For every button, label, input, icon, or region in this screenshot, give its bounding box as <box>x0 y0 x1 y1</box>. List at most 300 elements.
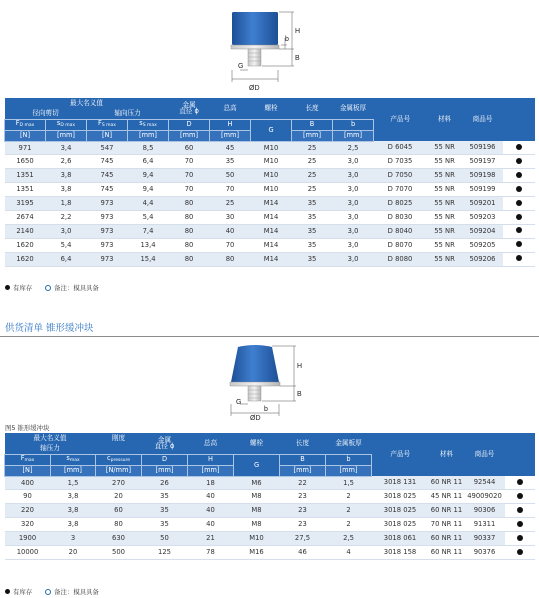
table-cell: 55 NR <box>427 169 463 183</box>
table-cell: 2140 <box>5 224 46 238</box>
table-row <box>5 141 535 155</box>
cone-body <box>230 345 280 386</box>
table-cell: 55 NR <box>427 197 463 211</box>
table-cell: M10 <box>251 155 292 169</box>
table-row <box>5 169 535 183</box>
table-cell: M10 <box>251 141 292 155</box>
table-cell: 4 <box>326 545 372 559</box>
stock-cell <box>503 169 535 183</box>
hdr-metal-dia: 金属 直径 ϕ <box>169 98 210 119</box>
table-cell: 60 <box>96 504 142 518</box>
table-cell: 70 <box>169 183 210 197</box>
in-stock-dot-icon <box>516 200 522 206</box>
hdr2-stock-col <box>505 433 535 476</box>
hdr2-total-height: 总高 <box>188 433 234 454</box>
conical-buffer-table-body <box>5 476 535 559</box>
table-cell: 3,0 <box>46 224 87 238</box>
table-cell: 3195 <box>5 197 46 211</box>
table-cell: 2 <box>326 504 372 518</box>
in-stock-dot-icon <box>517 493 523 499</box>
table-cell: 25 <box>210 197 251 211</box>
sym-fd: $F_{D max}$ <box>5 119 46 130</box>
table-cell: 70 <box>169 169 210 183</box>
table-cell: 3,0 <box>333 169 374 183</box>
table-cell: 3,8 <box>51 504 96 518</box>
table-cell: 3018 025 <box>372 490 429 504</box>
table-cell: 6,4 <box>46 252 87 266</box>
dim-label-g: G <box>238 63 244 70</box>
table-cell: 3,0 <box>333 183 374 197</box>
dim-label-b-small: b <box>285 36 289 43</box>
table-cell: M14 <box>251 224 292 238</box>
table-cell: 547 <box>87 141 128 155</box>
table-cell: 1650 <box>5 155 46 169</box>
table-cell: 3,0 <box>333 224 374 238</box>
table-cell: M8 <box>234 518 280 532</box>
table-cell: M8 <box>234 504 280 518</box>
in-stock-dot-icon <box>5 285 10 290</box>
table-cell: 50 <box>142 532 188 546</box>
sym-h: H <box>210 119 251 130</box>
hdr2-metal-plate: 金属板厚 <box>326 433 372 454</box>
sym-b-big: B <box>292 119 333 130</box>
table-row <box>5 490 535 504</box>
table-cell: 400 <box>5 476 51 490</box>
table-cell: 1351 <box>5 169 46 183</box>
table-cell: 3,0 <box>333 155 374 169</box>
table-cell: 3 <box>51 532 96 546</box>
hdr2-goods-no: 商品号 <box>465 433 505 476</box>
table-cell: 125 <box>142 545 188 559</box>
table-cell: 320 <box>5 518 51 532</box>
table-cell: 1,5 <box>326 476 372 490</box>
table-cell: 973 <box>87 197 128 211</box>
table-cell: 4,4 <box>128 197 169 211</box>
hdr-length: 长度 <box>292 98 333 119</box>
hdr-material: 材料 <box>427 98 463 141</box>
stock-cell <box>503 238 535 252</box>
table-cell: 20 <box>51 545 96 559</box>
table-cell: 500 <box>96 545 142 559</box>
stock-cell <box>505 504 535 518</box>
table-row <box>5 518 535 532</box>
table-cell: 22 <box>280 476 326 490</box>
table-cell: 973 <box>87 224 128 238</box>
table-cell: 509201 <box>463 197 503 211</box>
table-cell: 270 <box>96 476 142 490</box>
table-cell: 15,4 <box>128 252 169 266</box>
table-cell: 3018 025 <box>372 504 429 518</box>
stock-cell <box>505 532 535 546</box>
hdr-product-no: 产品号 <box>374 98 427 141</box>
table-cell: 9,4 <box>128 183 169 197</box>
table-cell: 90 <box>5 490 51 504</box>
table-cell: 509196 <box>463 141 503 155</box>
sym2-f: $F_{max}$ <box>5 454 51 465</box>
table-cell: 21 <box>188 532 234 546</box>
table-cell: 3,8 <box>51 490 96 504</box>
conical-buffer-drawing <box>0 340 539 420</box>
unit-cell: [mm] <box>142 465 188 476</box>
table-row <box>5 545 535 559</box>
table-cell: 70 <box>210 183 251 197</box>
table-cell: 80 <box>169 210 210 224</box>
table-cell: 3,4 <box>46 141 87 155</box>
table-cell: 2,2 <box>46 210 87 224</box>
table-cell: 78 <box>188 545 234 559</box>
conical-buffer-table <box>4 433 535 560</box>
table-cell: 3,0 <box>333 197 374 211</box>
table-cell: 2674 <box>5 210 46 224</box>
table-cell: 9,4 <box>128 169 169 183</box>
table-cell: 1620 <box>5 252 46 266</box>
table-row <box>5 183 535 197</box>
cone-dim-label-h: H <box>297 363 303 370</box>
table-cell: 80 <box>169 224 210 238</box>
dim-label-d: ØD <box>249 85 260 92</box>
bolt-stud <box>248 49 261 66</box>
table-cell: 1351 <box>5 183 46 197</box>
table-cell: 60 NR 11 <box>429 545 465 559</box>
table-cell: 3018 131 <box>372 476 429 490</box>
table-cell: 60 NR 11 <box>429 532 465 546</box>
note-circle-icon <box>45 285 51 291</box>
table-cell: 2,5 <box>326 532 372 546</box>
table-cell: 5,4 <box>46 238 87 252</box>
stock-cell <box>505 476 535 490</box>
dim-label-b-big: B <box>295 55 300 62</box>
table-cell: 973 <box>87 238 128 252</box>
table-cell: D 7070 <box>374 183 427 197</box>
table-cell: 55 NR <box>427 224 463 238</box>
hdr2-stiffness: 刚度 <box>96 433 142 444</box>
table-cell: 509203 <box>463 210 503 224</box>
table-cell: 13,4 <box>128 238 169 252</box>
table-cell: M6 <box>234 476 280 490</box>
table-row <box>5 504 535 518</box>
unit-cell: [N] <box>5 130 46 141</box>
sym2-d: D <box>142 454 188 465</box>
hdr-total-height: 总高 <box>210 98 251 119</box>
table-cell: 25 <box>292 155 333 169</box>
table-cell: 46 <box>280 545 326 559</box>
table-cell: 35 <box>292 252 333 266</box>
in-stock-dot-icon <box>516 158 522 164</box>
stock-cell <box>503 197 535 211</box>
table-cell: 35 <box>210 155 251 169</box>
in-stock-dot-icon <box>517 535 523 541</box>
table-cell: 630 <box>96 532 142 546</box>
table-cell: 10000 <box>5 545 51 559</box>
table-cell: 35 <box>142 504 188 518</box>
table-cell: M14 <box>251 197 292 211</box>
table-cell: 220 <box>5 504 51 518</box>
table-cell: 3,8 <box>51 518 96 532</box>
table-cell: D 8040 <box>374 224 427 238</box>
table-cell: 80 <box>169 252 210 266</box>
table-cell: 40 <box>188 504 234 518</box>
legend-in-stock: 有库存 <box>13 284 33 292</box>
table-cell: 509198 <box>463 169 503 183</box>
in-stock-dot-icon <box>516 172 522 178</box>
sym-sd: $s_{D max}$ <box>46 119 87 130</box>
table-cell: 26 <box>142 476 188 490</box>
table-cell: 35 <box>292 224 333 238</box>
table-cell: 2 <box>326 490 372 504</box>
hdr2-bolt: 螺栓 <box>234 433 280 454</box>
table-cell: 5,4 <box>128 210 169 224</box>
table-cell: 973 <box>87 252 128 266</box>
hdr-max-rated: 最大名义值 <box>5 98 169 108</box>
table-cell: 3,8 <box>46 183 87 197</box>
in-stock-dot-icon <box>517 507 523 513</box>
in-stock-dot-icon <box>516 214 522 220</box>
note-circle-icon <box>45 589 51 595</box>
in-stock-dot-icon <box>516 241 522 247</box>
sym2-c: $c_{pressure}$ <box>96 454 142 465</box>
unit-cell: [N/mm] <box>96 465 142 476</box>
table-cell: 6,4 <box>128 155 169 169</box>
cone-dim-label-g: G <box>236 399 242 406</box>
cone-dim-label-b-big: B <box>297 391 302 398</box>
cylinder-buffer-table-body <box>5 141 535 266</box>
table-cell: 3,8 <box>46 169 87 183</box>
hdr2-axial-compression: 轴压力 <box>5 444 96 454</box>
hdr2-material: 材料 <box>429 433 465 476</box>
table-cell: 60 <box>169 141 210 155</box>
hdr2-length: 长度 <box>280 433 326 454</box>
stock-cell <box>503 141 535 155</box>
table-row <box>5 224 535 238</box>
unit-cell: [mm] <box>128 130 169 141</box>
hdr-stock-col <box>503 98 535 141</box>
table-cell: 55 NR <box>427 141 463 155</box>
table-cell: 1620 <box>5 238 46 252</box>
table-cell: 35 <box>142 490 188 504</box>
table-cell: 35 <box>292 238 333 252</box>
table-cell: 509204 <box>463 224 503 238</box>
table-row <box>5 252 535 266</box>
table-cell: 25 <box>292 169 333 183</box>
table-cell: 3018 061 <box>372 532 429 546</box>
hdr2-metal-dia: 金属 直径 ϕ <box>142 433 188 454</box>
table-cell: 23 <box>280 518 326 532</box>
hdr-axial-compression: 轴向压力 <box>87 108 169 119</box>
unit-cell: [mm] <box>280 465 326 476</box>
table-cell: 509205 <box>463 238 503 252</box>
cone-dim-label-b-small: b <box>264 406 268 413</box>
table-cell: 745 <box>87 155 128 169</box>
table-cell: 3,0 <box>333 252 374 266</box>
unit-cell: [mm] <box>292 130 333 141</box>
table-cell: 25 <box>292 183 333 197</box>
cylinder-buffer-table <box>4 98 535 267</box>
table-cell: 1900 <box>5 532 51 546</box>
table-row <box>5 197 535 211</box>
in-stock-dot-icon <box>517 521 523 527</box>
table-cell: 80 <box>169 238 210 252</box>
legend-in-stock: 有库存 <box>13 588 33 596</box>
sym-ss: $s_{S max}$ <box>128 119 169 130</box>
stock-cell <box>503 183 535 197</box>
table-cell: 973 <box>87 210 128 224</box>
stock-cell <box>503 252 535 266</box>
table-cell: 80 <box>169 197 210 211</box>
table-cell: 23 <box>280 504 326 518</box>
table-cell: M14 <box>251 252 292 266</box>
unit-cell: [mm] <box>326 465 372 476</box>
sym2-g: G <box>234 454 280 476</box>
unit-cell: [mm] <box>51 465 96 476</box>
table-cell: M16 <box>234 545 280 559</box>
table-cell: 90306 <box>465 504 505 518</box>
table-cell: D 8080 <box>374 252 427 266</box>
table-cell: 745 <box>87 183 128 197</box>
legend-2 <box>5 587 99 596</box>
table-row <box>5 155 535 169</box>
table-cell: 70 <box>169 155 210 169</box>
table-cell: 30 <box>210 210 251 224</box>
table-cell: D 8030 <box>374 210 427 224</box>
table-cell: 90376 <box>465 545 505 559</box>
table-cell: 40 <box>188 518 234 532</box>
figure-caption: 图5 锥形缓冲块 <box>5 424 50 432</box>
table-cell: 3018 158 <box>372 545 429 559</box>
table-cell: 3,0 <box>333 238 374 252</box>
table-cell: 70 <box>210 238 251 252</box>
table-cell: 92544 <box>465 476 505 490</box>
in-stock-dot-icon <box>516 227 522 233</box>
table-cell: 40 <box>210 224 251 238</box>
table-cell: 971 <box>5 141 46 155</box>
sym2-h: H <box>188 454 234 465</box>
unit-cell: [mm] <box>210 130 251 141</box>
table-cell: 745 <box>87 169 128 183</box>
table-cell: 7,4 <box>128 224 169 238</box>
dim-label-h: H <box>295 28 301 35</box>
table-cell: 3,0 <box>333 210 374 224</box>
table-row <box>5 210 535 224</box>
stock-cell <box>503 224 535 238</box>
table-cell: 55 NR <box>427 238 463 252</box>
table-cell: 55 NR <box>427 210 463 224</box>
hdr-radial-shear: 径向剪切 <box>5 108 87 119</box>
table-cell: 1,5 <box>51 476 96 490</box>
hdr2-product-no: 产品号 <box>372 433 429 476</box>
table-cell: 20 <box>96 490 142 504</box>
table-cell: 509199 <box>463 183 503 197</box>
hdr2-max-rated: 最大名义值 <box>5 433 96 444</box>
stock-cell <box>503 155 535 169</box>
hdr-bolt: 螺栓 <box>251 98 292 119</box>
cone-bolt-stud <box>248 386 261 401</box>
table-cell: 50 <box>210 169 251 183</box>
table-cell: M10 <box>251 183 292 197</box>
table-cell: D 7035 <box>374 155 427 169</box>
table-cell: 35 <box>142 518 188 532</box>
stock-cell <box>505 490 535 504</box>
stock-cell <box>505 545 535 559</box>
stock-cell <box>503 210 535 224</box>
in-stock-dot-icon <box>517 549 523 555</box>
table-cell: 55 NR <box>427 183 463 197</box>
stock-cell <box>505 518 535 532</box>
in-stock-dot-icon <box>516 186 522 192</box>
cone-dim-label-d: ØD <box>250 415 261 420</box>
table-cell: M14 <box>251 238 292 252</box>
cylinder-body <box>231 12 279 49</box>
table-cell: 1,8 <box>46 197 87 211</box>
in-stock-dot-icon <box>516 144 522 150</box>
table-cell: 509206 <box>463 252 503 266</box>
table-cell: M14 <box>251 210 292 224</box>
table-cell: 80 <box>210 252 251 266</box>
cylinder-buffer-drawing <box>0 0 539 98</box>
table-cell: D 8025 <box>374 197 427 211</box>
legend-note: 备注：模具具备 <box>54 284 99 292</box>
section-title: 供货清单 锥形缓冲块 <box>5 323 94 334</box>
table-row <box>5 532 535 546</box>
legend <box>5 283 99 292</box>
table-cell: 45 <box>210 141 251 155</box>
sym-d: D <box>169 119 210 130</box>
table-cell: 2 <box>326 518 372 532</box>
table-cell: 55 NR <box>427 155 463 169</box>
table-cell: D 7050 <box>374 169 427 183</box>
table-cell: 3018 025 <box>372 518 429 532</box>
table-cell: 23 <box>280 490 326 504</box>
sym-g: G <box>251 119 292 141</box>
table-cell: 80 <box>96 518 142 532</box>
table-cell: 60 NR 11 <box>429 504 465 518</box>
table-cell: 49009020 <box>465 490 505 504</box>
table-cell: 70 NR 11 <box>429 518 465 532</box>
table-cell: 90337 <box>465 532 505 546</box>
table-cell: 509197 <box>463 155 503 169</box>
hdr-metal-plate: 金属板厚 <box>333 98 374 119</box>
table-row <box>5 238 535 252</box>
table-row <box>5 476 535 490</box>
in-stock-dot-icon <box>516 255 522 261</box>
table-cell: D 8070 <box>374 238 427 252</box>
unit-cell: [mm] <box>333 130 374 141</box>
table-cell: D 6045 <box>374 141 427 155</box>
sym2-s: $s_{max}$ <box>51 454 96 465</box>
sym-b: b <box>333 119 374 130</box>
table-cell: 2,6 <box>46 155 87 169</box>
table-cell: 55 NR <box>427 252 463 266</box>
table-cell: M10 <box>234 532 280 546</box>
table-cell: 45 NR 11 <box>429 490 465 504</box>
in-stock-dot-icon <box>517 479 523 485</box>
hdr2-blank <box>96 444 142 454</box>
unit-cell: [mm] <box>169 130 210 141</box>
unit-cell: [mm] <box>46 130 87 141</box>
unit-cell: [mm] <box>188 465 234 476</box>
sym2-b-big: B <box>280 454 326 465</box>
sym2-b: b <box>326 454 372 465</box>
table-cell: 27,5 <box>280 532 326 546</box>
table-cell: M8 <box>234 490 280 504</box>
table-cell: 35 <box>292 197 333 211</box>
section-divider <box>0 336 539 337</box>
unit-cell: [N] <box>87 130 128 141</box>
table-cell: 25 <box>292 141 333 155</box>
table-cell: M10 <box>251 169 292 183</box>
table-cell: 60 NR 11 <box>429 476 465 490</box>
table-cell: 91311 <box>465 518 505 532</box>
in-stock-dot-icon <box>5 589 10 594</box>
